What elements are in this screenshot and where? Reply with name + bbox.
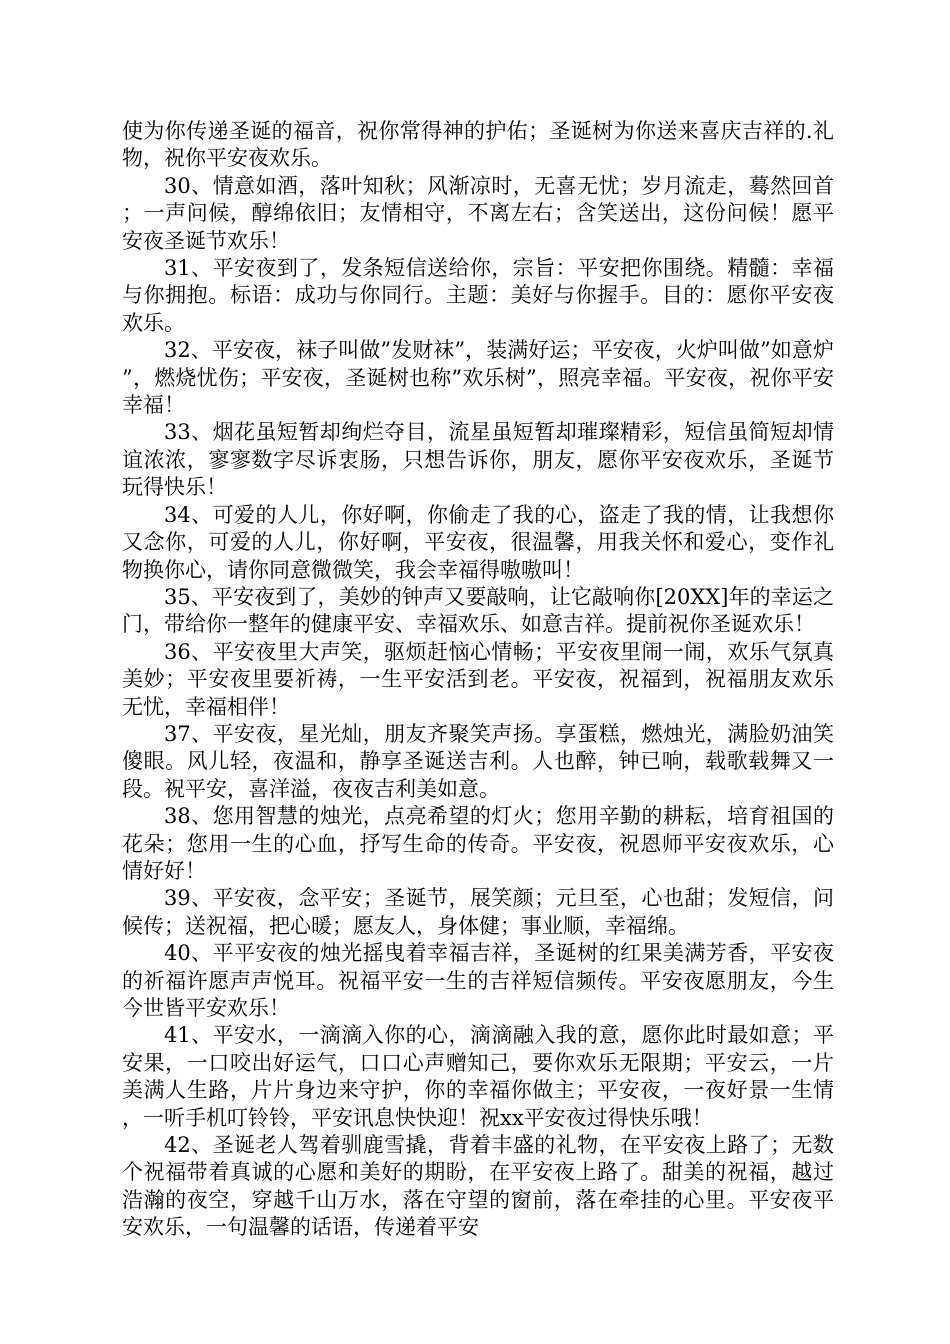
paragraph-39: 39、平安夜，念平安；圣诞节，展笑颜；元旦至，心也甜；发短信，问候传；送祝福，把心暖；愿友人，身体健；事业顺，幸福绵。 — [122, 886, 834, 938]
paragraph-30: 30、情意如酒，落叶知秋；风渐凉时，无喜无忧；岁月流走，蓦然回首；一声问候，醇绵依旧；友情相守，不离左右；含笑送出，这份问候！愿平安夜圣诞节欢乐！ — [122, 173, 834, 253]
document-body — [122, 118, 834, 1242]
paragraph-33: 33、烟花虽短暂却绚烂夺目，流星虽短暂却璀璨精彩，短信虽简短却情谊浓浓，寥寥数字尽诉衷肠，只想告诉你，朋友，愿你平安夜欢乐，圣诞节玩得快乐！ — [122, 420, 834, 500]
paragraph-31: 31、平安夜到了，发条短信送给你，宗旨：平安把你围绕。精髓：幸福与你拥抱。标语：成功与你同行。主题：美好与你握手。目的：愿你平安夜欢乐。 — [122, 256, 834, 335]
paragraph-41: 41、平安水，一滴滴入你的心，滴滴融入我的意，愿你此时最如意；平安果，一口咬出好运气，口口心声赠知己，要你欢乐无限期；平安云，一片美满人生路，片片身边来守护，你的幸福你做主；平安夜，一夜好景一生情，一听手机叮铃铃，平安讯息快快迎！祝xx平安夜过得快乐哦！ — [122, 1023, 834, 1130]
paragraph-35: 35、平安夜到了，美妙的钟声又要敲响，让它敲响你[20XX]年的幸运之门，带给你一整年的健康平安、幸福欢乐、如意吉祥。提前祝你圣诞欢乐！ — [122, 584, 834, 637]
paragraph-37: 37、平安夜，星光灿，朋友齐聚笑声扬。享蛋糕，燃烛光，满脸奶油笑傻眼。风儿轻，夜温和，静享圣诞送吉利。人也醉，钟已响，载歌载舞又一段。祝平安，喜洋溢，夜夜吉利美如意。 — [122, 721, 834, 801]
paragraph-42: 42、圣诞老人驾着驯鹿雪撬，背着丰盛的礼物，在平安夜上路了；无数个祝福带着真诚的心愿和美好的期盼，在平安夜上路了。甜美的祝福，越过浩瀚的夜空，穿越千山万水，落在守望的窗前，落在牵挂的心里。平安夜平安欢乐，一句温馨的话语，传递着平安 — [122, 1133, 834, 1240]
paragraph-40: 40、平平安夜的烛光摇曳着幸福吉祥，圣诞树的红果美满芳香，平安夜的祈福许愿声声悦耳。祝福平安一生的吉祥短信频传。平安夜愿朋友，今生今世皆平安欢乐！ — [122, 941, 834, 1020]
paragraph-32: 32、平安夜，袜子叫做”发财袜”，装满好运；平安夜，火炉叫做”如意炉”，燃烧忧伤；平安夜，圣诞树也称”欢乐树”，照亮幸福。平安夜，祝你平安幸福！ — [122, 338, 834, 418]
paragraph-1: 使为你传递圣诞的福音，祝你常得神的护佑；圣诞树为你送来喜庆吉祥的.礼物，祝你平安夜欢乐。 — [122, 119, 834, 171]
paragraph-38: 38、您用智慧的烛光，点亮希望的灯火；您用辛勤的耕耘，培育祖国的花朵；您用一生的心血，抒写生命的传奇。平安夜，祝恩师平安夜欢乐，心情好好！ — [122, 804, 834, 883]
paragraph-36: 36、平安夜里大声笑，驱烦赶恼心情畅；平安夜里闹一闹，欢乐气氛真美妙；平安夜里要祈祷，一生平安活到老。平安夜，祝福到，祝福朋友欢乐无忧，幸福相伴！ — [122, 639, 834, 719]
paragraph-34: 34、可爱的人儿，你好啊，你偷走了我的心，盗走了我的情，让我想你又念你，可爱的人儿，你好啊，平安夜，很温馨，用我关怀和爱心，变作礼物换你心，请你同意微微笑，我会幸福得嗷嗷叫！ — [122, 502, 834, 582]
